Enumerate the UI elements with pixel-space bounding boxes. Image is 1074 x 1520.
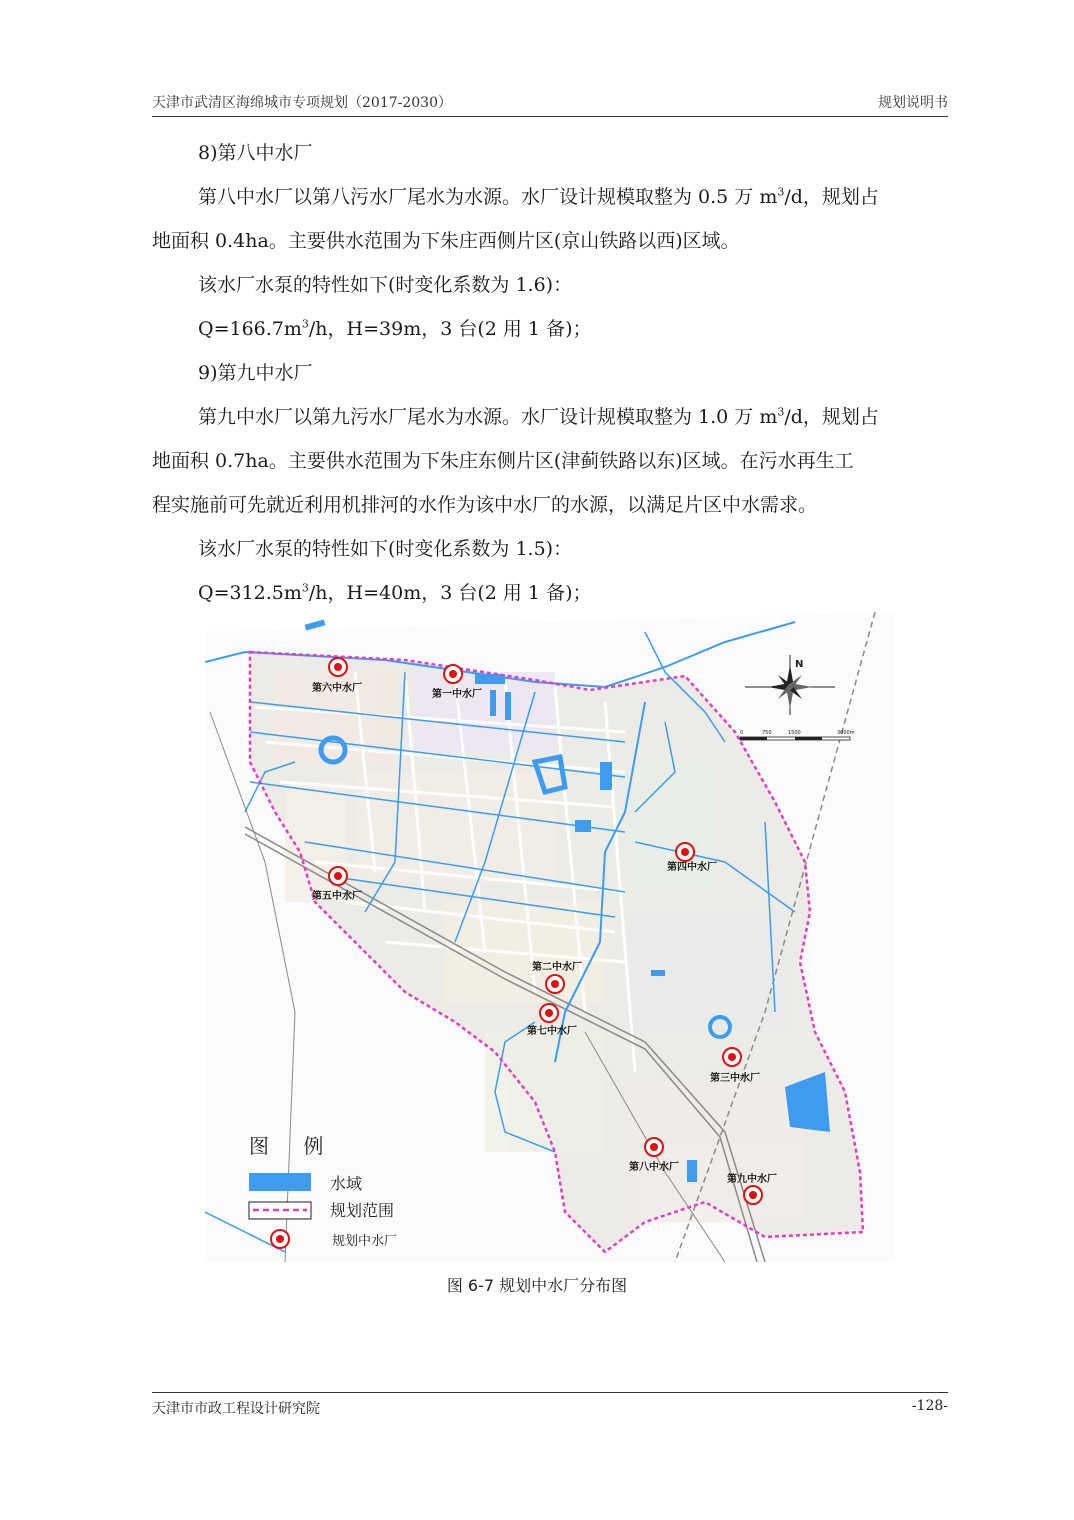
legend-label-boundary: 规划范围 — [330, 1201, 395, 1220]
footer-rule — [152, 1392, 948, 1393]
plant-label: 第五中水厂 — [312, 891, 362, 902]
map-svg — [205, 612, 895, 1262]
paragraph-plant-8-spec — [198, 317, 591, 341]
text-span: /d，规划占 — [784, 186, 879, 208]
document-title: 天津市武清区海绵城市专项规划（2017-2030） — [152, 95, 452, 111]
plant-label: 第一中水厂 — [432, 689, 482, 700]
paragraph-plant-8-line1 — [198, 185, 879, 209]
superscript: 3 — [301, 581, 309, 595]
paragraph-plant-9-line3: 程实施前可先就近利用机排河的水作为该中水厂的水源，以满足片区中水需求。 — [152, 494, 818, 516]
north-label: N — [795, 659, 804, 670]
text-span: Q=312.5m — [198, 582, 302, 604]
plant-label: 第九中水厂 — [727, 1174, 777, 1185]
text-span: /d，规划占 — [784, 406, 879, 428]
plant-label: 第六中水厂 — [312, 683, 362, 694]
plant-label: 第七中水厂 — [527, 1026, 577, 1037]
text-span: 第九中水厂以第九污水厂尾水为水源。水厂设计规模取整为 1.0 万 m — [198, 406, 778, 428]
plant-label: 第二中水厂 — [532, 962, 582, 973]
scale-tick: 0 — [740, 730, 744, 736]
page-header — [152, 92, 948, 114]
scale-tick: 750 — [762, 730, 772, 736]
legend-label-water: 水域 — [330, 1174, 363, 1193]
heading-plant-8: 8)第八中水厂 — [198, 142, 313, 164]
scale-tick: 3000m — [837, 730, 855, 736]
plant-distribution-map — [205, 612, 895, 1262]
plant-label: 第三中水厂 — [710, 1073, 760, 1084]
page-footer — [152, 1398, 948, 1420]
legend-label-plant: 规划中水厂 — [332, 1234, 398, 1249]
plant-label: 第八中水厂 — [629, 1162, 679, 1173]
text-span: 第八中水厂以第八污水厂尾水为水源。水厂设计规模取整为 0.5 万 m — [198, 186, 778, 208]
text-span: /h，H=40m，3 台(2 用 1 备)； — [308, 582, 592, 604]
header-rule — [152, 116, 948, 117]
superscript: 3 — [777, 185, 785, 199]
paragraph-plant-9-pump: 该水厂水泵的特性如下(时变化系数为 1.5)： — [198, 538, 573, 560]
scale-tick: 1500 — [788, 730, 801, 736]
paragraph-plant-8-pump: 该水厂水泵的特性如下(时变化系数为 1.6)： — [198, 274, 573, 296]
footer-organization: 天津市市政工程设计研究院 — [152, 1401, 320, 1417]
paragraph-plant-9-line2: 地面积 0.7ha。主要供水范围为下朱庄东侧片区(津蓟铁路以东)区域。在污水再生工 — [152, 450, 854, 472]
legend-water-swatch — [249, 1173, 311, 1191]
text-span: Q=166.7m — [198, 318, 302, 340]
text-span: /h，H=39m，3 台(2 用 1 备)； — [308, 318, 592, 340]
paragraph-plant-9-line1 — [198, 405, 879, 429]
plant-label: 第四中水厂 — [667, 862, 717, 873]
figure-caption: 图 6-7 规划中水厂分布图 — [446, 1276, 628, 1295]
legend-plant-icon — [271, 1230, 289, 1248]
legend-title: 图 例 — [249, 1134, 338, 1158]
paragraph-plant-9-spec — [198, 581, 591, 605]
paragraph-plant-8-line2: 地面积 0.4ha。主要供水范围为下朱庄西侧片区(京山铁路以西)区域。 — [152, 230, 740, 252]
heading-plant-9: 9)第九中水厂 — [198, 362, 313, 384]
superscript: 3 — [301, 317, 309, 331]
superscript: 3 — [777, 405, 785, 419]
page-number: -128- — [911, 1398, 948, 1414]
section-title: 规划说明书 — [878, 95, 948, 111]
